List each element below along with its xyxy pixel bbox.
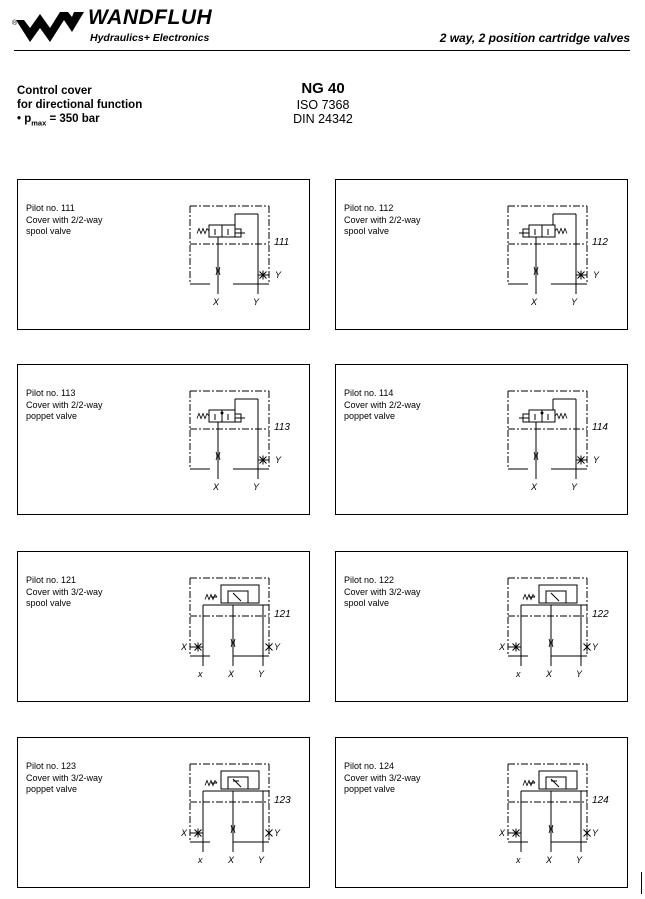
hydraulic-symbol-icon	[173, 747, 303, 881]
port-y-label: Y	[571, 297, 578, 307]
pilot-cover: Cover with 3/2-way	[344, 586, 421, 597]
port-x-label: X	[228, 669, 235, 679]
pilot-cover: Cover with 3/2-way	[344, 772, 421, 783]
pilot-valve-type: spool valve	[344, 226, 390, 236]
pilot-cover: Cover with 2/2-way	[26, 399, 103, 410]
port-x-lower-label: x	[516, 855, 521, 865]
pilot-112-card	[335, 179, 628, 330]
port-y-side-label: Y	[593, 455, 600, 465]
port-x-side-label: X	[181, 642, 188, 652]
pilot-cover: Cover with 3/2-way	[26, 772, 103, 783]
port-y-label: Y	[253, 297, 260, 307]
pilot-cover: Cover with 2/2-way	[26, 214, 103, 225]
page-edge-mark	[641, 872, 642, 894]
pilot-114-card	[335, 364, 628, 515]
pilot-111-card	[17, 179, 310, 330]
registered-mark: ®	[12, 20, 18, 27]
pilot-113-card	[17, 364, 310, 515]
port-x-side-label: X	[499, 642, 506, 652]
pilot-124-card	[335, 737, 628, 888]
port-x-label: X	[531, 482, 538, 492]
pilot-cover: Cover with 2/2-way	[344, 399, 421, 410]
port-y-side-label: Y	[274, 642, 281, 652]
pilot-label	[26, 761, 103, 796]
port-x-label: X	[546, 669, 553, 679]
pilot-cover: Cover with 3/2-way	[26, 586, 103, 597]
pilot-valve-type: spool valve	[344, 598, 390, 608]
pilot-valve-type: poppet valve	[26, 411, 78, 421]
pilot-label	[26, 203, 103, 238]
pilot-valve-type: spool valve	[26, 598, 72, 608]
pilot-title: Pilot no. 123	[26, 761, 77, 771]
nominal-size: NG 40	[301, 80, 345, 97]
brand-tagline: Hydraulics+ Electronics	[90, 32, 210, 44]
port-x-side-label: X	[499, 828, 506, 838]
pilot-label	[26, 388, 103, 423]
port-y-side-label: Y	[593, 270, 600, 280]
standard-iso: ISO 7368	[296, 98, 350, 112]
pilot-code-label: 122	[592, 609, 609, 620]
product-description	[17, 84, 142, 130]
pilot-code-label: 113	[274, 422, 290, 433]
header-divider	[14, 50, 630, 51]
port-y-side-label: Y	[592, 828, 599, 838]
pilot-title: Pilot no. 112	[344, 203, 394, 213]
port-y-label: Y	[253, 482, 260, 492]
port-y-label: Y	[258, 669, 265, 679]
port-y-side-label: Y	[275, 455, 282, 465]
port-x-lower-label: x	[516, 669, 521, 679]
pilot-valve-type: poppet valve	[26, 784, 78, 794]
port-x-label: X	[213, 482, 220, 492]
pilot-title: Pilot no. 111	[26, 203, 75, 213]
pilot-valve-type: poppet valve	[344, 784, 396, 794]
pilot-valve-type: spool valve	[26, 226, 72, 236]
port-x-label: X	[531, 297, 538, 307]
pilot-title: Pilot no. 114	[344, 388, 394, 398]
pilot-label	[344, 388, 421, 423]
port-y-label: Y	[571, 482, 578, 492]
pilot-cover: Cover with 2/2-way	[344, 214, 421, 225]
pilot-title: Pilot no. 121	[26, 575, 77, 585]
port-x-side-label: X	[181, 828, 188, 838]
pilot-label	[26, 575, 103, 610]
port-y-side-label: Y	[275, 270, 282, 280]
pilot-title: Pilot no. 124	[344, 761, 395, 771]
port-y-label: Y	[258, 855, 265, 865]
pilot-123-card	[17, 737, 310, 888]
pilot-code-label: 121	[274, 609, 291, 620]
standard-din: DIN 24342	[293, 112, 353, 126]
hydraulic-symbol-icon	[173, 189, 303, 323]
pilot-label	[344, 575, 421, 610]
pilot-code-label: 114	[592, 422, 608, 433]
description-line-2: for directional function	[17, 99, 143, 111]
pilot-title: Pilot no. 122	[344, 575, 395, 585]
pilot-121-card	[17, 551, 310, 702]
pilot-code-label: 111	[274, 237, 290, 248]
pilot-valve-type: poppet valve	[344, 411, 396, 421]
hydraulic-symbol-icon	[491, 747, 621, 881]
pilot-label	[344, 203, 421, 238]
hydraulic-symbol-icon	[491, 374, 621, 508]
wandfluh-logo-icon	[14, 8, 86, 48]
port-x-label: X	[546, 855, 553, 865]
pilot-code-label: 112	[592, 237, 608, 248]
hydraulic-symbol-icon	[173, 561, 303, 695]
hydraulic-symbol-icon	[173, 374, 303, 508]
port-x-label: X	[213, 297, 220, 307]
size-standards	[250, 80, 396, 126]
port-x-lower-label: x	[198, 669, 203, 679]
pilot-label	[344, 761, 421, 796]
port-x-label: X	[228, 855, 235, 865]
description-line-1: Control cover	[17, 85, 92, 97]
document-title: 2 way, 2 position cartridge valves	[439, 31, 630, 45]
pilot-code-label: 124	[592, 795, 609, 806]
pilot-title: Pilot no. 113	[26, 388, 76, 398]
port-y-label: Y	[576, 669, 583, 679]
port-x-lower-label: x	[198, 855, 203, 865]
pilot-code-label: 123	[274, 795, 291, 806]
port-y-side-label: Y	[274, 828, 281, 838]
port-y-label: Y	[576, 855, 583, 865]
brand-name: WANDFLUH	[88, 6, 213, 29]
port-y-side-label: Y	[592, 642, 599, 652]
max-pressure: • $p_{max} = 350$ bar	[17, 113, 100, 128]
hydraulic-symbol-icon	[491, 561, 621, 695]
pilot-122-card	[335, 551, 628, 702]
hydraulic-symbol-icon	[491, 189, 621, 323]
